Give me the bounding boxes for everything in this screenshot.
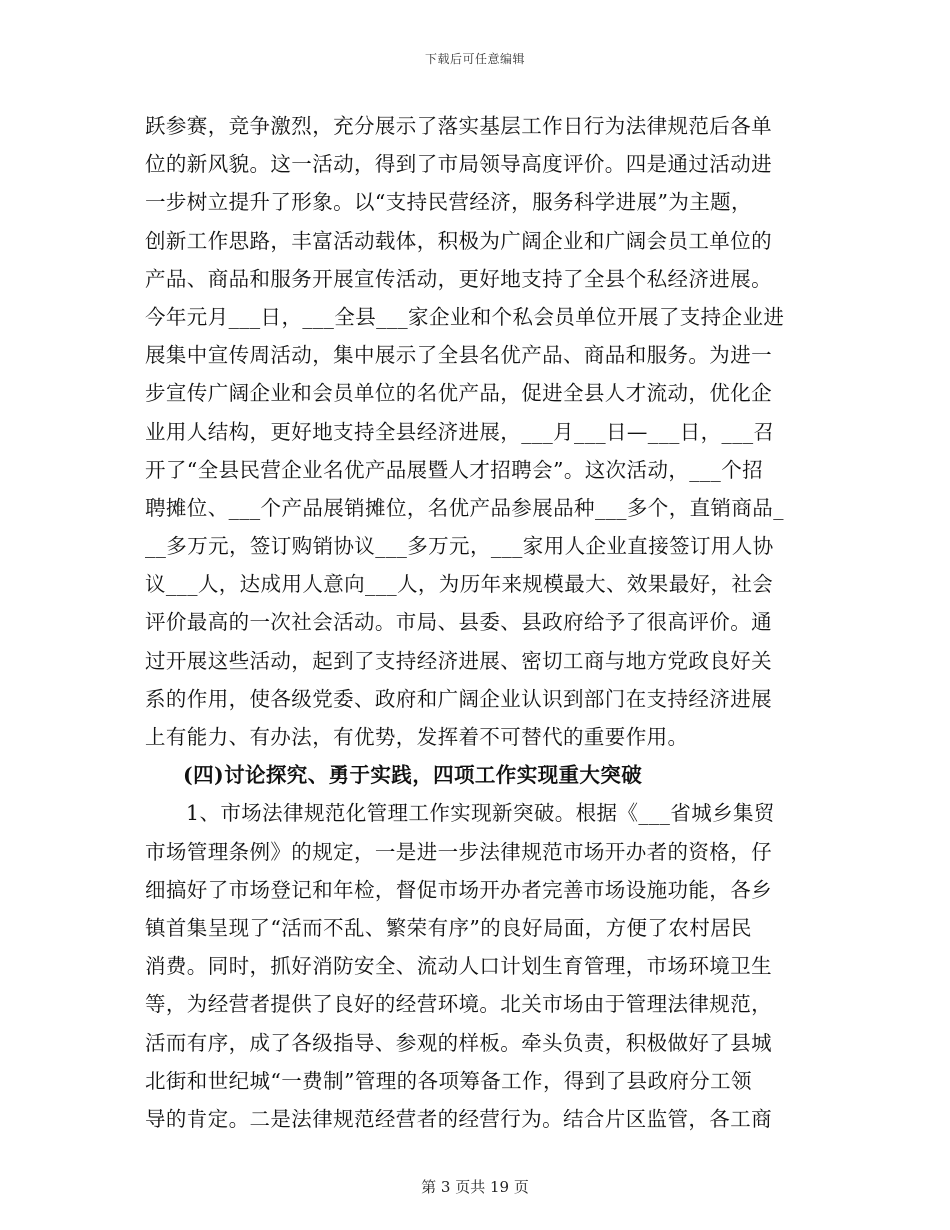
text-line: 跃参赛，竞争激烈，充分展示了落实基层工作日行为法律规范后各单 [145,114,772,138]
text-line: 市场管理条例》的规定，一是进一步法律规范市场开办者的资格，仔 [145,839,772,864]
text-line: 导的肯定。二是法律规范经营者的经营行为。结合片区监管，各工商 [145,1106,772,1131]
text-line: 镇首集呈现了“活而不乱、繁荣有序”的良好局面，方便了农村居民 [145,915,752,940]
text-line: 展集中宣传周活动，集中展示了全县名优产品、商品和服务。为进一 [145,343,772,368]
text-line: 一步树立提升了形象。以“支持民营经济，服务科学进展”为主题， [145,190,752,215]
paragraph-1 [145,107,805,756]
page-footer: 第 3 页共 19 页 [421,1178,529,1196]
section-heading: (四)讨论探究、勇于实践，四项工作实现重大突破 [183,763,643,788]
text-line: 创新工作思路，丰富活动载体，积极为广阔企业和广阔会员工单位的 [145,228,772,253]
text-line: 聘摊位、___个产品展销摊位，名优产品参展品种___多个，直销商品_ [145,495,784,520]
text-line: 系的作用，使各级党委、政府和广阔企业认识到部门在支持经济进展 [145,686,772,711]
text-line: 位的新风貌。这一活动，得到了市局领导高度评价。四是通过活动进 [145,152,772,177]
text-line: 等，为经营者提供了良好的经营环境。北关市场由于管理法律规范， [145,992,772,1017]
text-line: 产品、商品和服务开展宣传活动，更好地支持了全县个私经济进展。 [145,266,772,291]
document-body [145,107,805,1138]
text-line: 评价最高的一次社会活动。市局、县委、县政府给予了很高评价。通 [145,610,772,635]
text-line: 1、市场法律规范化管理工作实现新突破。根据《___省城乡集贸 [186,801,775,826]
text-line: 细搞好了市场登记和年检，督促市场开办者完善市场设施功能，各乡 [145,877,772,902]
text-line: 开了“全县民营企业名优产品展暨人才招聘会”。这次活动，___个招 [145,457,764,482]
text-line: 活而有序，成了各级指导、参观的样板。牵头负责，积极做好了县城 [145,1030,772,1055]
text-line: 议___人，达成用人意向___人，为历年来规模最大、效果最好，社会 [145,572,774,597]
text-line: 北街和世纪城“一费制”管理的各项筹备工作，得到了县政府分工领 [145,1068,752,1093]
text-line: 步宣传广阔企业和会员单位的名优产品，促进全县人才流动，优化企 [145,381,772,406]
text-line: 过开展这些活动，起到了支持经济进展、密切工商与地方党政良好关 [145,648,772,673]
text-line: 上有能力、有办法，有优势，发挥着不可替代的重要作用。 [145,725,689,749]
text-line: 业用人结构，更好地支持全县经济进展，___月___日—___日，___召 [145,419,775,444]
paragraph-2 [145,794,805,1138]
text-line: 消费。同时，抓好消防安全、流动人口计划生育管理，市场环境卫生 [145,954,772,979]
text-line: __多万元，签订购销协议___多万元，___家用人企业直接签订用人协 [145,534,774,559]
page-header: 下载后可任意编辑 [424,52,525,66]
text-line: 今年元月___日，___全县___家企业和个私会员单位开展了支持企业进 [145,304,785,329]
